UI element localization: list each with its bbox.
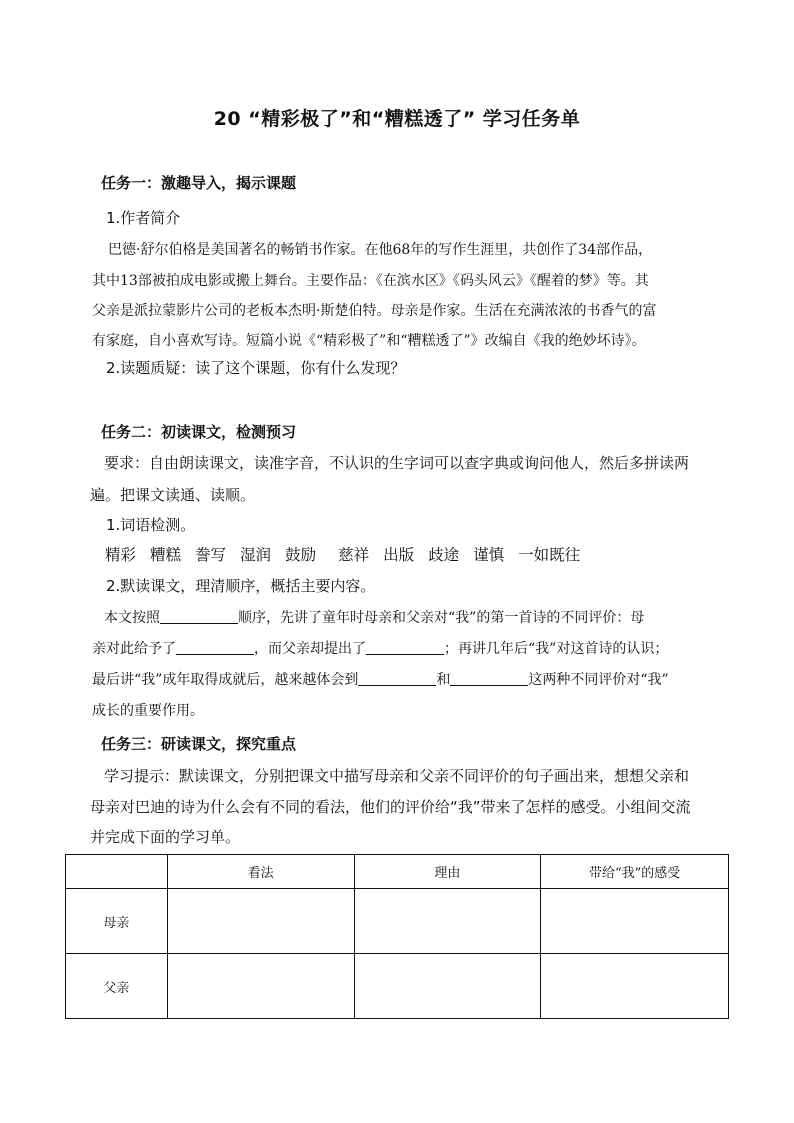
- answer-cell[interactable]: [541, 954, 729, 1019]
- table-header-cell: 看法: [167, 855, 354, 889]
- table-header-row: [66, 855, 729, 889]
- blank-realization-2[interactable]: [450, 671, 528, 686]
- bio-line-2: 其中13部被拍成电影或搬上舞台。主要作品：《在滨水区》《码头风云》《醒着的梦》等。其: [92, 273, 649, 289]
- vocab-word: 湿润: [240, 546, 272, 564]
- table-row: [66, 889, 729, 954]
- bio-line-4: 有家庭，自小喜欢写诗。短篇小说《“精彩极了”和“糟糕透了”》改编自《我的绝妙坏诗》。: [92, 333, 646, 349]
- task2-heading: 任务二：初读课文，检测预习: [101, 423, 297, 441]
- fill-line-2: 亲对此给予了 ，而父亲却提出了 ；再讲几年后“我”对这首诗的认识；: [92, 641, 669, 657]
- blank-mother-evaluation[interactable]: [176, 640, 254, 655]
- answer-cell[interactable]: [167, 889, 354, 954]
- vocab-word: 誊写: [195, 546, 227, 564]
- vocab-word: 出版: [383, 546, 415, 564]
- vocab-word: 糟糕: [150, 546, 182, 564]
- title-question: 2.读题质疑：读了这个课题，你有什么发现？: [106, 359, 406, 377]
- summary-label: 2.默读课文，理清顺序，概括主要内容。: [106, 577, 376, 595]
- fill-line-1: 本文按照 顺序，先讲了童年时母亲和父亲对“我”的第一首诗的不同评价：母: [104, 610, 645, 626]
- vocab-list: [105, 543, 594, 565]
- study-table: [65, 854, 729, 1019]
- row-label-mother: 母亲: [66, 889, 168, 954]
- vocab-word: 一如既往: [518, 546, 581, 564]
- blank-realization-1[interactable]: [358, 671, 436, 686]
- task1-heading: 任务一：激趣导入，揭示课题: [101, 174, 297, 192]
- row-label-father: 父亲: [66, 954, 168, 1019]
- answer-cell[interactable]: [354, 954, 541, 1019]
- requirement-line-2: 遍。把课文读通、读顺。: [90, 486, 256, 504]
- answer-cell[interactable]: [167, 954, 354, 1019]
- page-title: 20 “精彩极了”和“糟糕透了” 学习任务单: [213, 108, 581, 130]
- table-header-cell: 理由: [354, 855, 541, 889]
- bio-line-1: 巴德·舒尔伯格是美国著名的畅销书作家。在他68年的写作生涯里，共创作了34部作品，: [108, 242, 653, 258]
- vocab-word: 歧途: [428, 546, 460, 564]
- answer-cell[interactable]: [354, 889, 541, 954]
- tip-line-1: 学习提示：默读课文，分别把课文中描写母亲和父亲不同评价的句子画出来，想想父亲和: [104, 767, 690, 785]
- author-intro-label: 1.作者简介: [106, 209, 181, 227]
- table-header-cell: 带给“我”的感受: [541, 855, 729, 889]
- fill-line-3: 最后讲“我”成年取得成就后，越来越体会到 和 这两种不同评价对“我”: [92, 672, 669, 688]
- tip-line-3: 并完成下面的学习单。: [90, 828, 241, 846]
- vocab-word: 鼓励: [285, 546, 317, 564]
- bio-line-3: 父亲是派拉蒙影片公司的老板本杰明·斯楚伯特。母亲是作家。生活在充满浓浓的书香气的富: [92, 303, 657, 319]
- answer-cell[interactable]: [541, 889, 729, 954]
- vocab-word: 慈祥: [338, 546, 370, 564]
- vocab-word: 精彩: [105, 546, 137, 564]
- blank-father-evaluation[interactable]: [366, 640, 444, 655]
- task3-heading: 任务三：研读课文，探究重点: [101, 735, 297, 753]
- requirement-line-1: 要求：自由朗读课文，读准字音，不认识的生字词可以查字典或询问他人，然后多拼读两: [104, 454, 690, 472]
- blank-order[interactable]: [160, 609, 238, 624]
- table-row: [66, 954, 729, 1019]
- tip-line-2: 母亲对巴迪的诗为什么会有不同的看法，他们的评价给“我”带来了怎样的感受。小组间交流: [90, 798, 691, 816]
- vocab-word: 谨慎: [473, 546, 505, 564]
- vocab-label: 1.词语检测。: [106, 516, 196, 534]
- table-header-cell: [66, 855, 168, 889]
- fill-line-4: 成长的重要作用。: [92, 703, 204, 719]
